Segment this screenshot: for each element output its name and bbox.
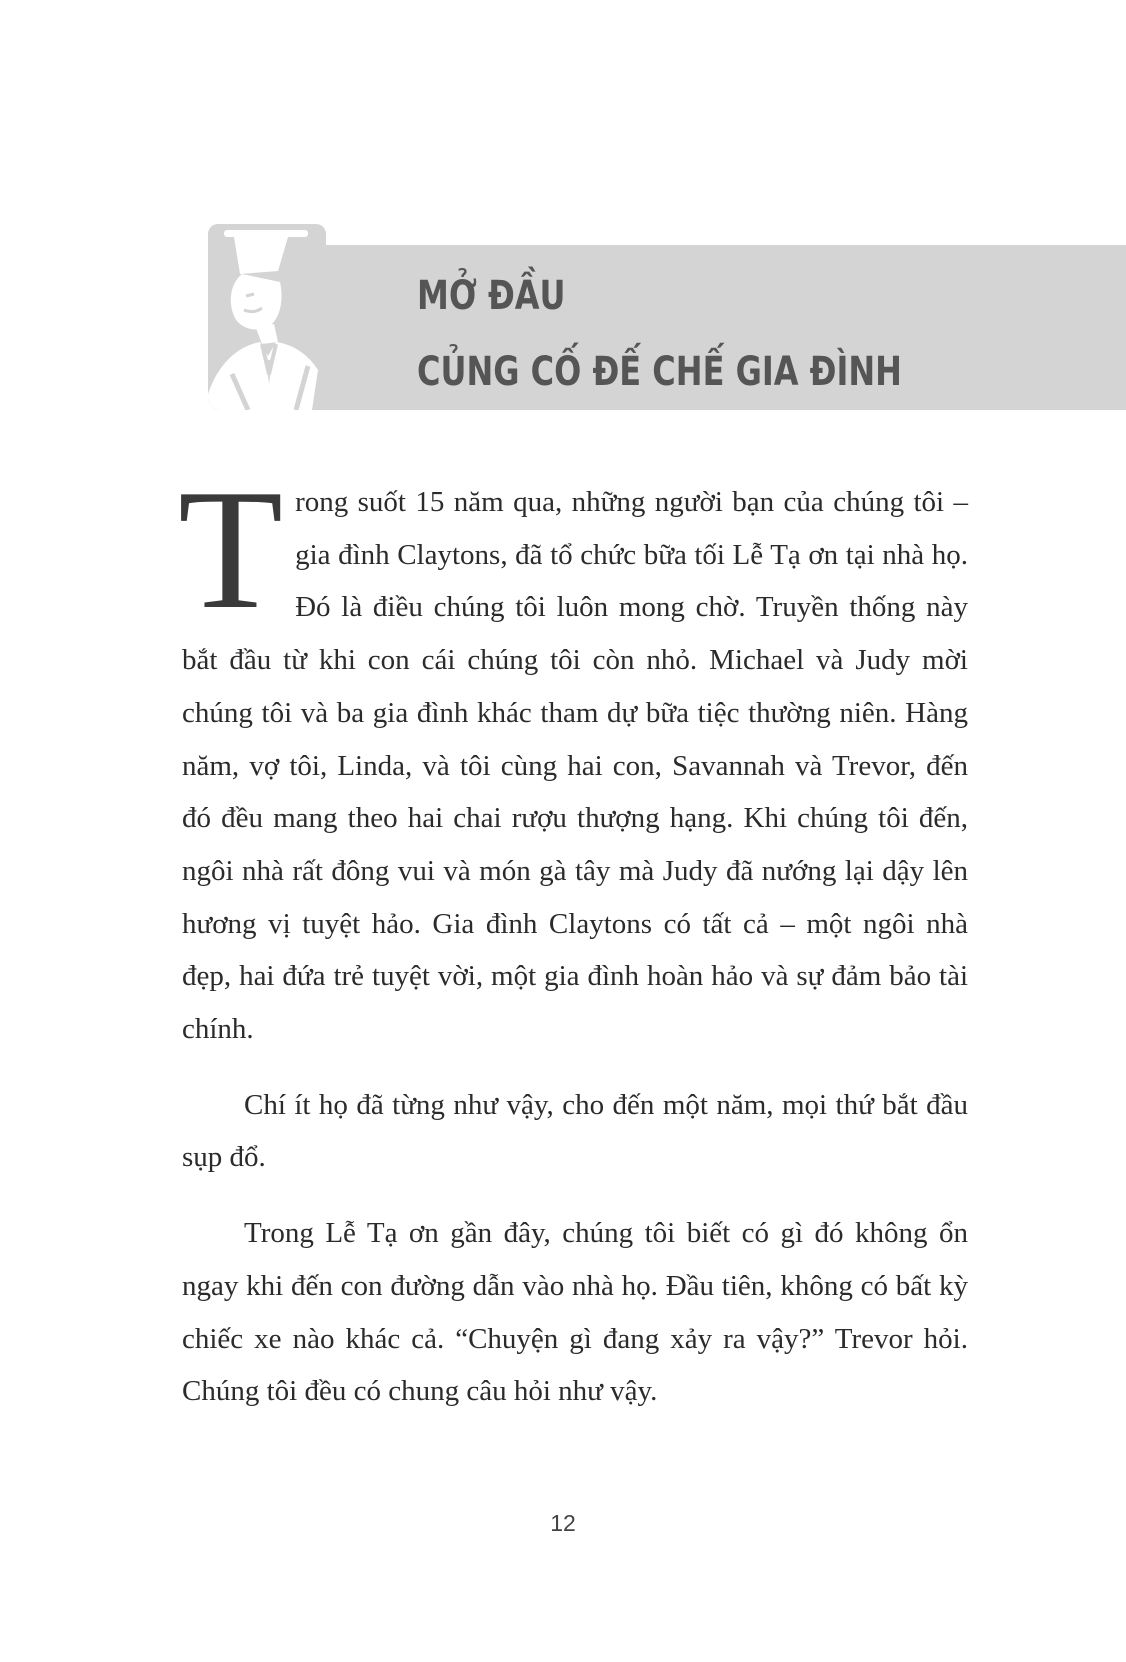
drop-cap: T xyxy=(178,455,284,645)
body-text xyxy=(178,455,968,1418)
chapter-logo-tab xyxy=(208,224,326,410)
paragraph-2: Chí ít họ đã từng như vậy, cho đến một năm, mọi thứ bắt đầu sụp đổ. xyxy=(182,1088,968,1174)
man-in-top-hat-silhouette-icon xyxy=(208,224,326,410)
paragraph-1 xyxy=(178,455,968,1056)
paragraph-1-text: rong suốt 15 năm qua, những người bạn của chúng tôi – gia đình Claytons, đã tổ chức bữa tối Lễ Tạ ơn tại nhà họ. Đó là điều chúng tôi luôn mong chờ. Truyền thống này bắt đầu từ khi con cái chúng tôi còn nhỏ. Michael và Judy mời chúng tôi và ba gia đình khác tham dự bữa tiệc thường niên. Hàng năm, vợ tôi, Linda, và tôi cùng hai con, Savannah và Trevor, đến đó đều mang theo hai chai rượu thượng hạng. Khi chúng tôi đến, ngôi nhà rất đông vui và món gà tây mà Judy đã nướng lại dậy lên hương vị tuyệt hảo. Gia đình Claytons có tất cả – một ngôi nhà đẹp, hai đứa trẻ tuyệt vời, một gia đình hoàn hảo và sự đảm bảo tài chính. xyxy=(182,486,968,1046)
page-number: 12 xyxy=(550,1510,576,1536)
chapter-title-line2: CỦNG CỐ ĐẾ CHẾ GIA ĐÌNH xyxy=(417,349,902,395)
paragraph-3: Trong Lễ Tạ ơn gần đây, chúng tôi biết có gì đó không ổn ngay khi đến con đường dẫn vào nhà họ. Đầu tiên, không có bất kỳ chiếc xe nào khác cả. “Chuyện gì đang xảy ra vậy?” Trevor hỏi. Chúng tôi đều có chung câu hỏi như vậy. xyxy=(182,1217,968,1408)
chapter-title-line1: MỞ ĐẦU xyxy=(417,273,566,319)
chapter-title xyxy=(417,258,902,410)
